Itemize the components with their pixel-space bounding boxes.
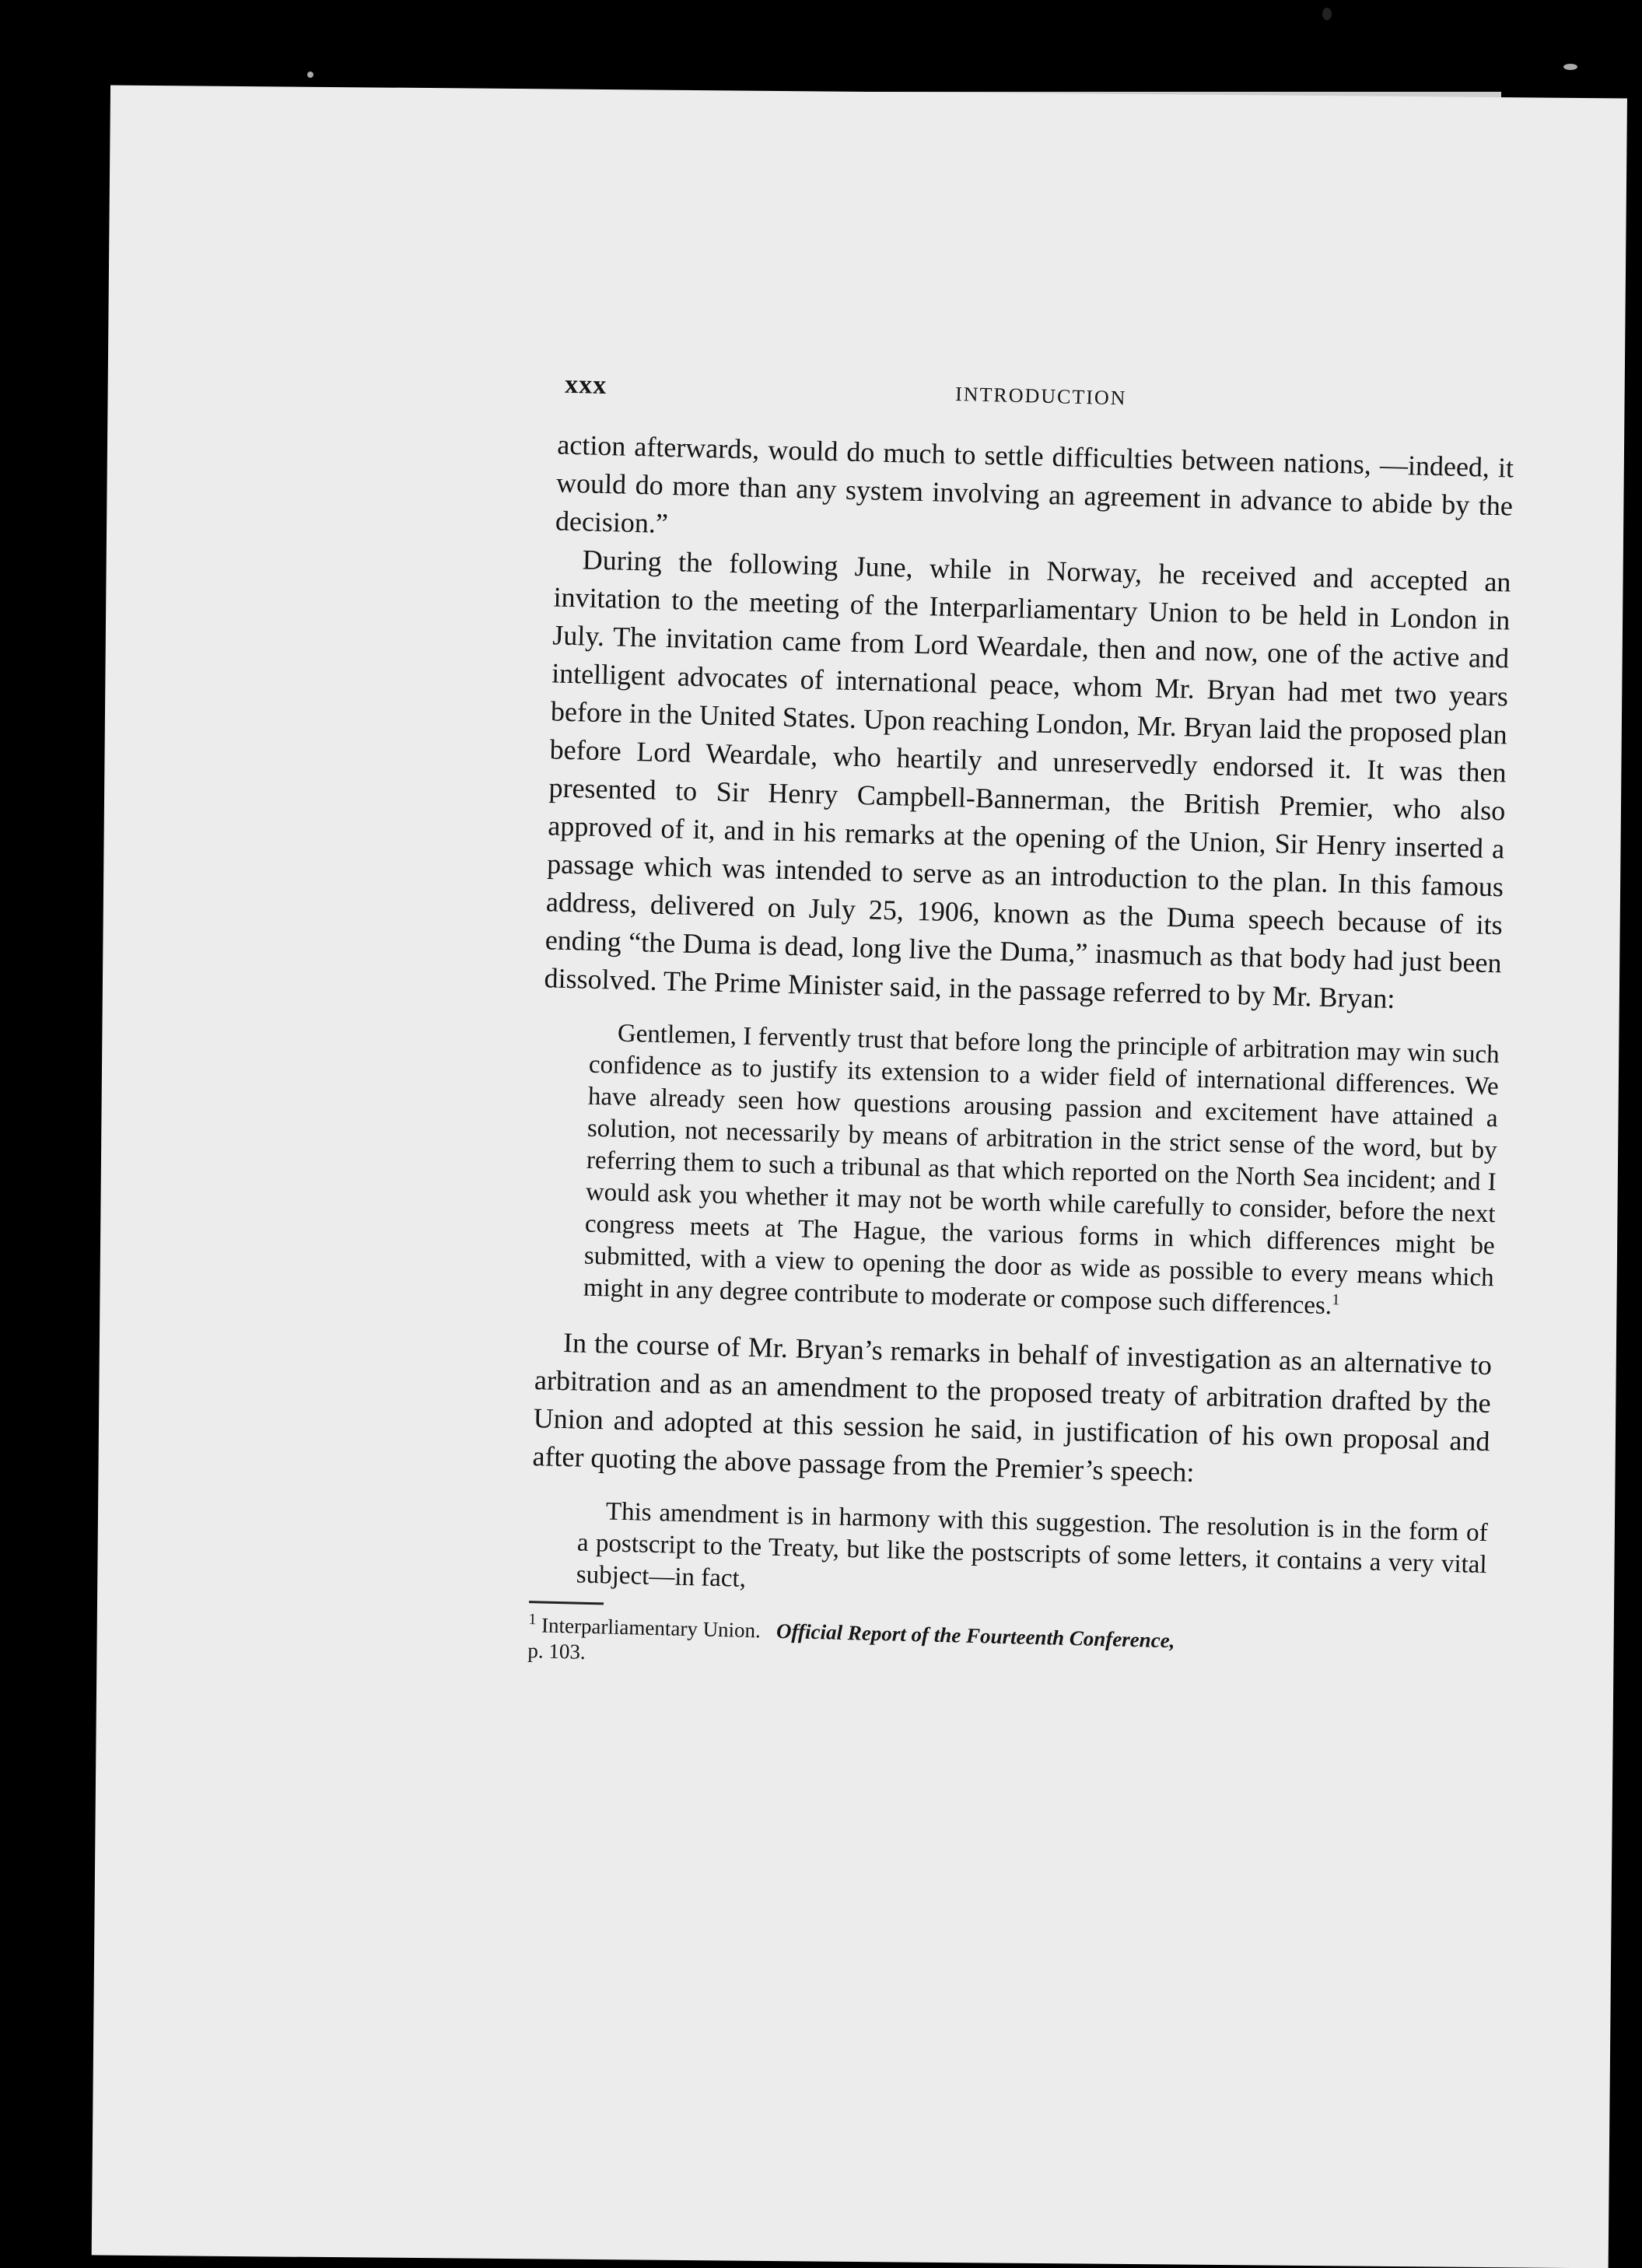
text-block [527,366,1515,1688]
footnote-ref: 1 [1332,1291,1340,1309]
paragraph-3: In the course of Mr. Bryan’s remarks in behalf of investigation as an alternative to arbitration and as an amendment to the proposed treaty of arbitration drafted by the Union and adopted at this session he said, in justification of his own proposal and after quoting the above passage from the Premier’s speech: [532,1327,1493,1488]
footnote-title: Official Report of the Fourteenth Conference, [775,1619,1175,1653]
footnote-rule [529,1601,604,1605]
scan-speck [307,72,313,78]
running-head: INTRODUCTION [954,382,1127,410]
block-quote-1-text: Gentlemen, I fervently trust that before long the principle of arbitration may win such confidence as to justify its extension to a wider field of international differences. We have already seen how questions arousing passion and excitement have attained a solution, not necessarily by means of arbitration in the strict sense of the word, but by referring them to such a tribunal as that which reported on the North Sea incident; and I would ask you whether it may not be worth while carefully to consider, before the next congress meets at The Hague, the various forms in which differences might be submitted, with a view to opening the door as wide as possible to every means which might in any degree contribute to moderate or compose such differences. [583,1019,1500,1321]
footnote-page: p. 103. [527,1639,586,1664]
page-header [558,366,1515,436]
folio: xxx [564,369,607,401]
footnote [527,1612,1485,1687]
document-page [92,85,1627,2268]
footnote-marker: 1 [528,1611,537,1629]
block-quote-2-text: This amendment is in harmony with this suggestion. The resolution is in the form of a postscript to the Treaty, but like the postscripts of some letters, it contains a very vital subject—in fact, [576,1497,1489,1593]
scan-speck [1322,8,1332,20]
paragraph-2: During the following June, while in Norway, he received and accepted an invitation to the meeting of the Interparliamentary Union to be held in London in July. The invitation came from Lord Weardale, then and now, one of the active and intelligent advocates of international peace, whom Mr. Bryan had met two years before in the United States. Upon reaching London, Mr. Bryan laid the proposed plan before Lord Weardale, who heartily and unreservedly endorsed it. It was then presented to Sir Henry Campbell-Bannerman, the British Premier, who also approved of it, and in his remarks at the opening of the Union, Sir Henry inserted a passage which was intended to serve as an introduction to the plan. In this famous address, delivered on July 25, 1906, known as the Duma speech because of its ending “the Duma is dead, long live the Duma,” inasmuch as that body had just been dissolved. The Prime Minister said, in the passage referred to by Mr. Bryan: [544,544,1511,1015]
scan-speck [1563,64,1577,70]
block-quote-2 [576,1496,1488,1614]
paragraph-1: action afterwards, would do much to settle difficulties between nations, —indeed, it would do more than any system involving an agreement in advance to abide by the decision.” [555,429,1514,540]
block-quote-1 [583,1017,1500,1326]
footnote-text: Interparliamentary Union. [541,1613,761,1643]
